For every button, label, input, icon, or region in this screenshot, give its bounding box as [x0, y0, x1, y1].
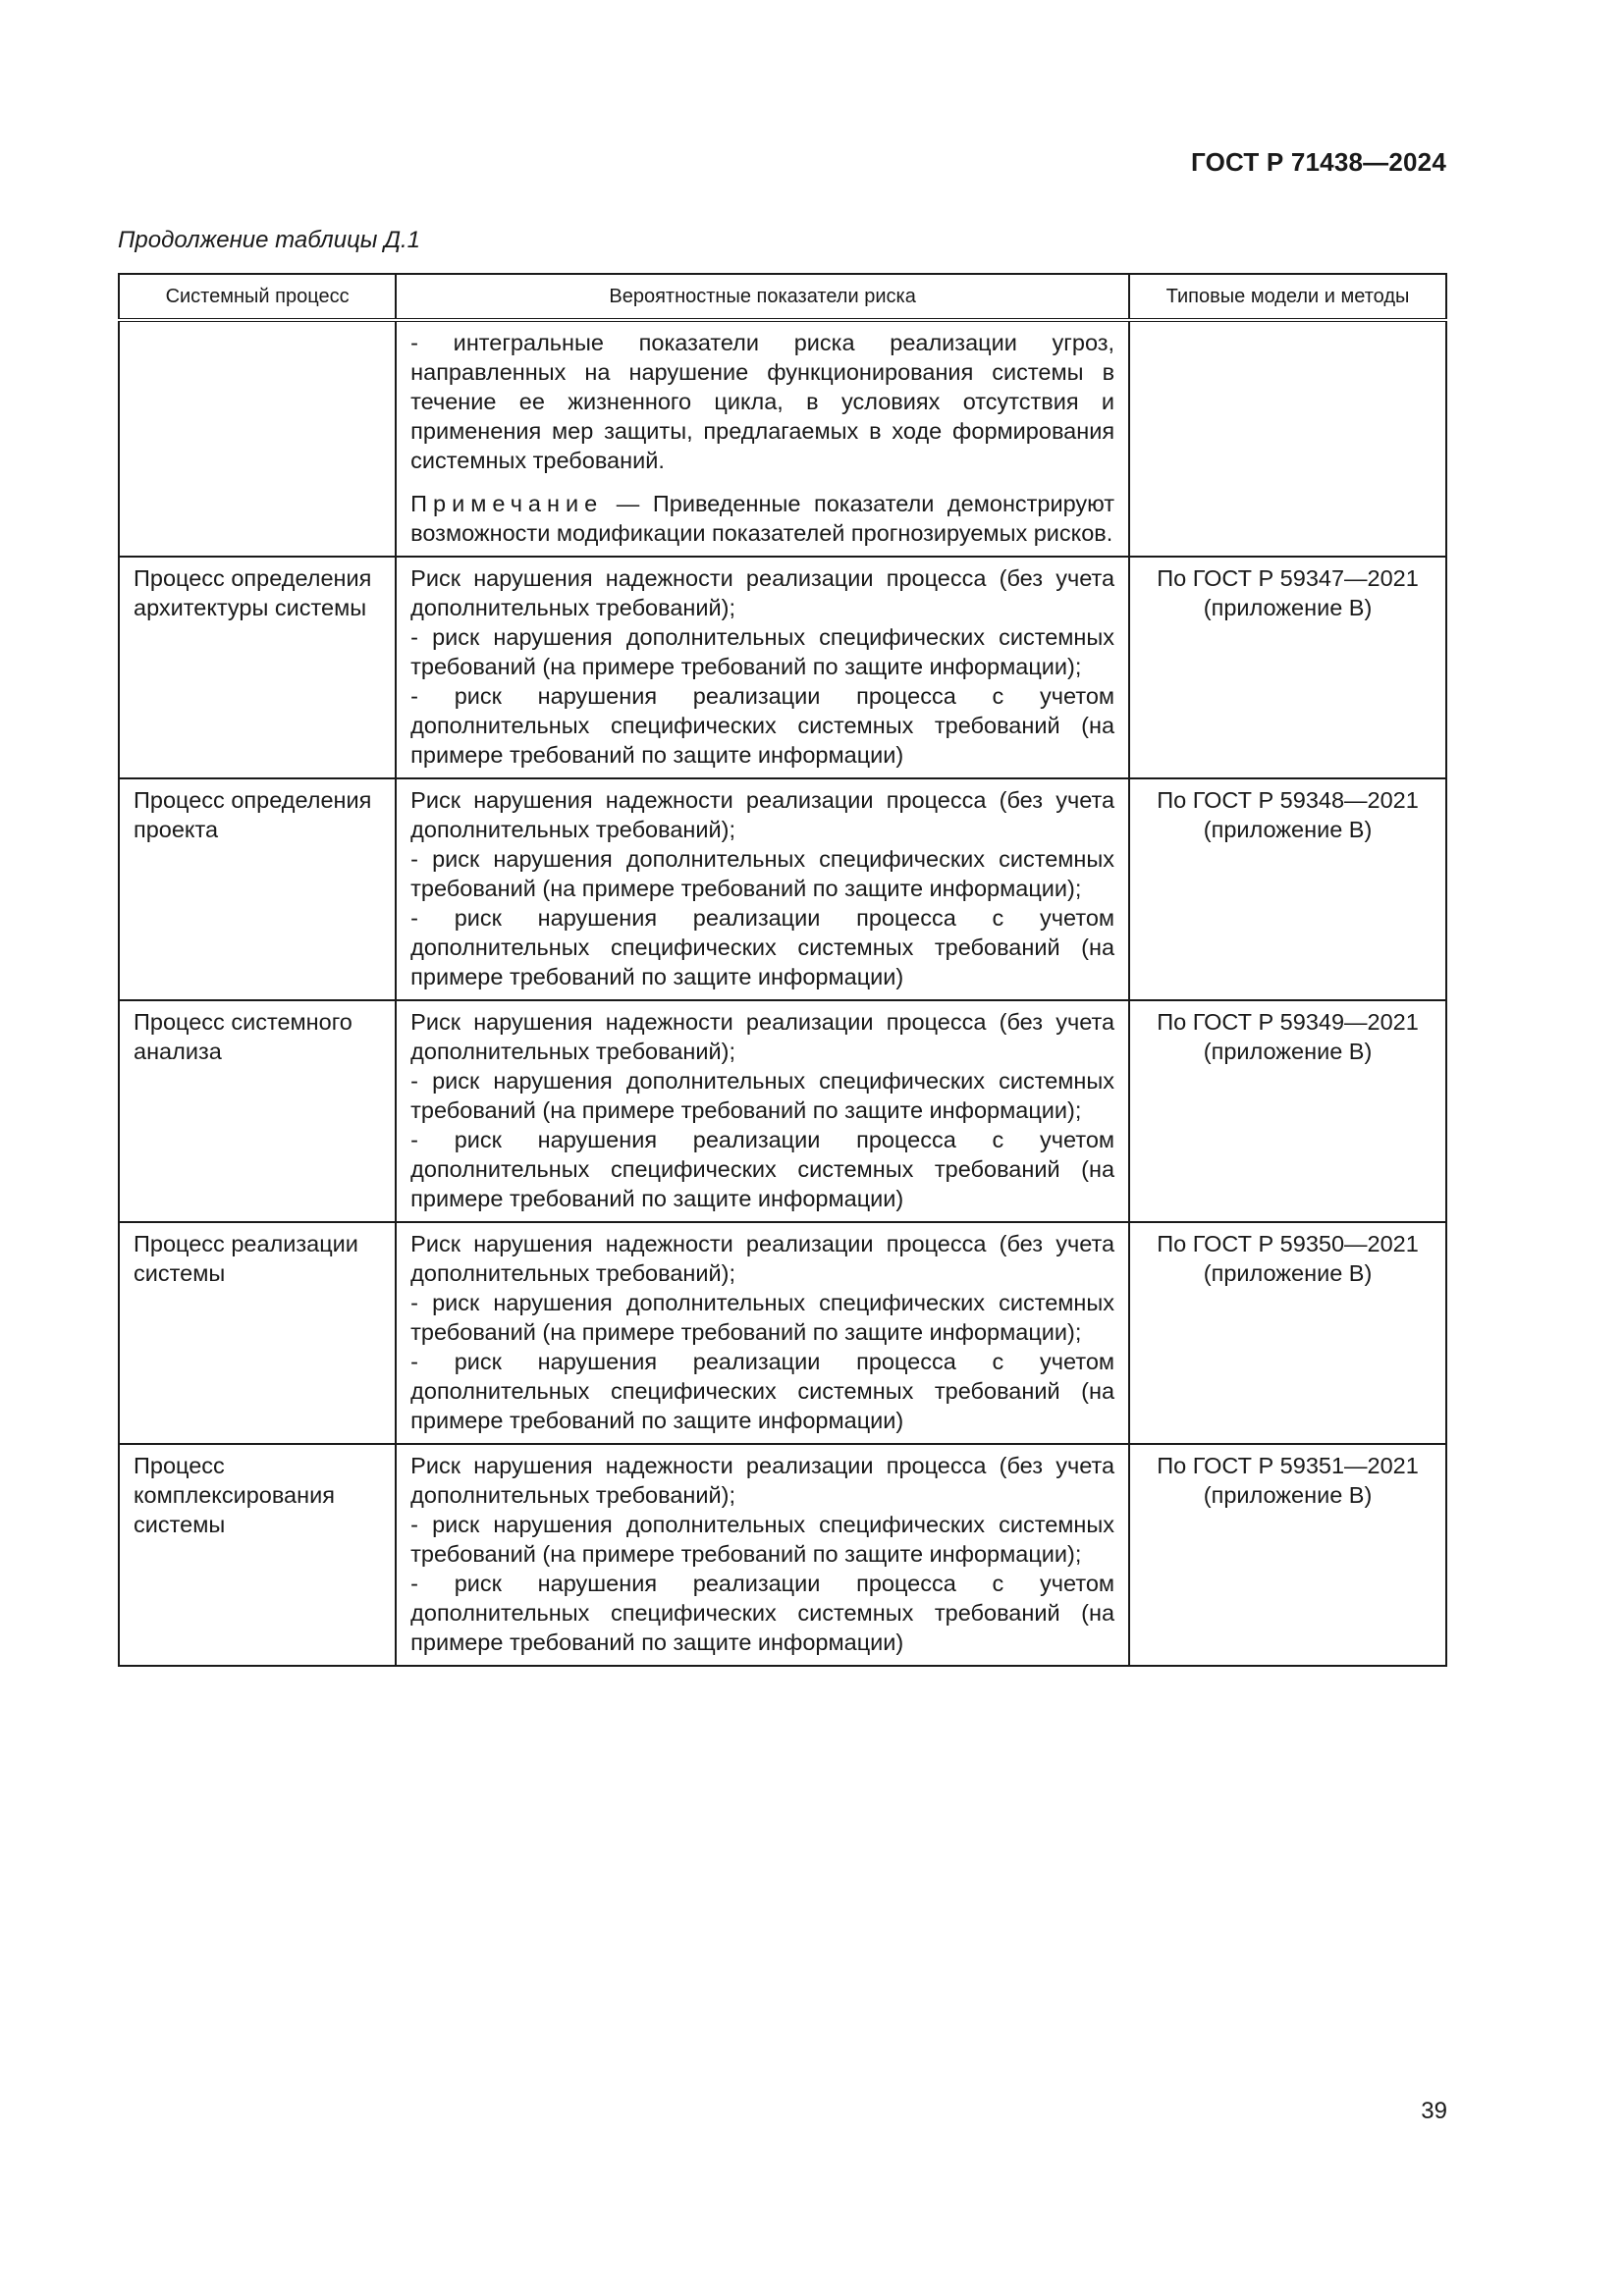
process-cell-empty [119, 320, 396, 557]
column-header-process: Системный процесс [119, 274, 396, 320]
indicator-line: Риск нарушения надежности реализации процесса (без учета дополнительных требований); [410, 1009, 1115, 1064]
table-row [119, 557, 1446, 778]
page-number: 39 [1421, 2098, 1447, 2124]
indicators-cell [396, 320, 1129, 557]
indicator-line: - риск нарушения дополнительных специфических системных требований (на примере требований по защите информации); [410, 1068, 1115, 1123]
methods-cell [1129, 1000, 1446, 1222]
indicator-line: - риск нарушения дополнительных специфических системных требований (на примере требований по защите информации); [410, 846, 1115, 901]
indicator-line: - интегральные показатели риска реализации угроз, направленных на нарушение функционирования системы в течение ее жизненного цикла, в условиях отсутствия и применения мер защиты, предлагаемых в ходе формирования системных требований. [410, 330, 1115, 473]
indicators-cell [396, 557, 1129, 778]
method-reference: По ГОСТ Р 59347—2021 [1157, 565, 1419, 591]
method-annex: (приложение В) [1203, 1482, 1373, 1508]
indicator-line: - риск нарушения дополнительных специфических системных требований (на примере требований по защите информации); [410, 1290, 1115, 1345]
table-caption: Продолжение таблицы Д.1 [118, 227, 421, 253]
table-row [119, 778, 1446, 1000]
methods-cell-empty [1129, 320, 1446, 557]
methods-cell [1129, 778, 1446, 1000]
table-row [119, 1222, 1446, 1444]
indicator-line: Риск нарушения надежности реализации процесса (без учета дополнительных требований); [410, 1231, 1115, 1286]
table-row-continued [119, 320, 1446, 557]
method-reference: По ГОСТ Р 59348—2021 [1157, 787, 1419, 813]
table-note [410, 489, 1114, 548]
indicators-cell [396, 1222, 1129, 1444]
methods-cell [1129, 1444, 1446, 1666]
methods-cell [1129, 1222, 1446, 1444]
process-cell: Процесс комплексирования системы [119, 1444, 396, 1666]
method-annex: (приложение В) [1203, 817, 1373, 842]
column-header-methods: Типовые модели и методы [1129, 274, 1446, 320]
note-text: — Приведенные показатели демонстрируют возможности модификации показателей прогнозируемых рисков. [410, 491, 1115, 546]
column-header-indicators: Вероятностные показатели риска [396, 274, 1129, 320]
document-code: ГОСТ Р 71438—2024 [1191, 147, 1446, 177]
methods-cell [1129, 557, 1446, 778]
table-header-row [119, 274, 1446, 320]
process-cell: Процесс определения проекта [119, 778, 396, 1000]
method-annex: (приложение В) [1203, 595, 1373, 620]
table-row [119, 1444, 1446, 1666]
indicator-line: - риск нарушения реализации процесса с учетом дополнительных специфических системных требований (на примере требований по защите информации) [410, 1127, 1115, 1211]
process-cell: Процесс определения архитектуры системы [119, 557, 396, 778]
indicator-line: - риск нарушения реализации процесса с учетом дополнительных специфических системных требований (на примере требований по защите информации) [410, 683, 1115, 768]
indicator-line: - риск нарушения дополнительных специфических системных требований (на примере требований по защите информации); [410, 624, 1115, 679]
table-row [119, 1000, 1446, 1222]
method-annex: (приложение В) [1203, 1260, 1373, 1286]
indicator-line: - риск нарушения дополнительных специфических системных требований (на примере требований по защите информации); [410, 1512, 1115, 1567]
process-cell: Процесс реализации системы [119, 1222, 396, 1444]
indicators-cell [396, 778, 1129, 1000]
indicators-cell [396, 1444, 1129, 1666]
indicator-line: Риск нарушения надежности реализации процесса (без учета дополнительных требований); [410, 1453, 1115, 1508]
method-annex: (приложение В) [1203, 1039, 1373, 1064]
indicator-line: - риск нарушения реализации процесса с учетом дополнительных специфических системных требований (на примере требований по защите информации) [410, 905, 1115, 989]
method-reference: По ГОСТ Р 59349—2021 [1157, 1009, 1419, 1035]
indicator-line: - риск нарушения реализации процесса с учетом дополнительных специфических системных требований (на примере требований по защите информации) [410, 1349, 1115, 1433]
indicator-line: Риск нарушения надежности реализации процесса (без учета дополнительных требований); [410, 565, 1115, 620]
risk-indicators-table [118, 273, 1447, 1667]
indicator-line: - риск нарушения реализации процесса с учетом дополнительных специфических системных требований (на примере требований по защите информации) [410, 1571, 1115, 1655]
method-reference: По ГОСТ Р 59351—2021 [1157, 1453, 1419, 1478]
process-cell: Процесс системного анализа [119, 1000, 396, 1222]
note-label: Примечание [410, 491, 604, 516]
indicators-cell [396, 1000, 1129, 1222]
method-reference: По ГОСТ Р 59350—2021 [1157, 1231, 1419, 1256]
indicator-line: Риск нарушения надежности реализации процесса (без учета дополнительных требований); [410, 787, 1115, 842]
